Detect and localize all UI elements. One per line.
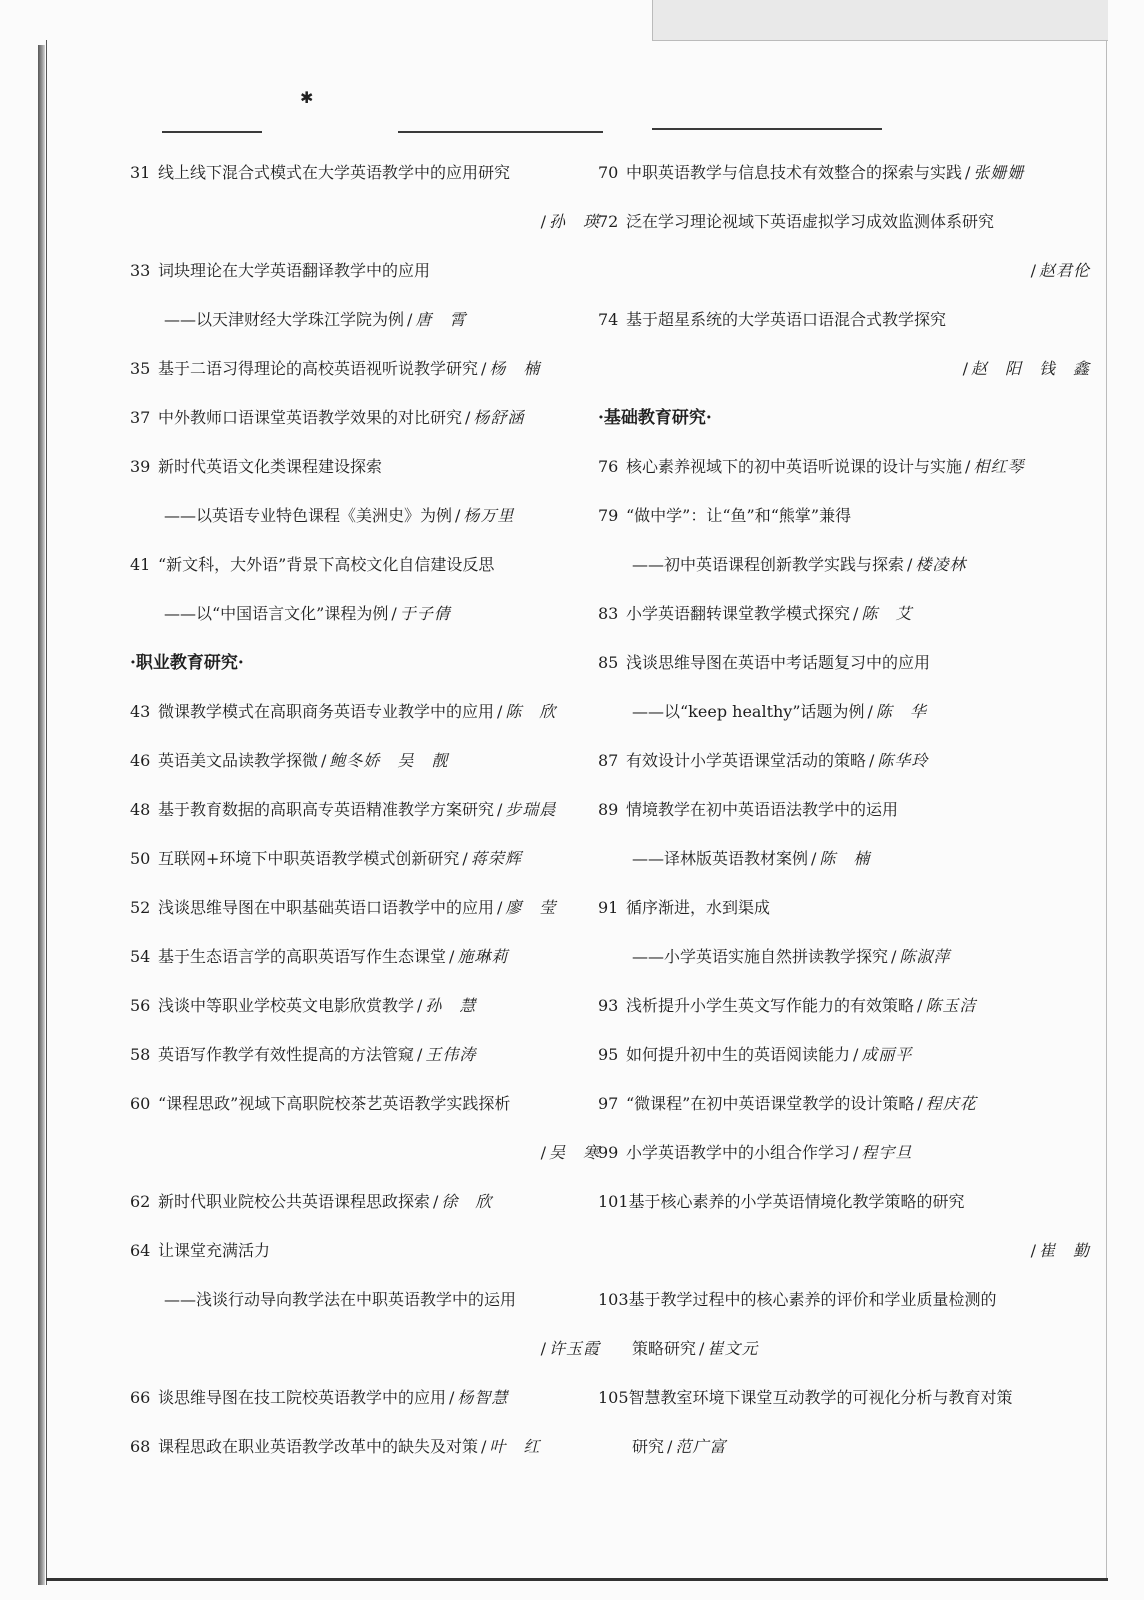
author-separator: / xyxy=(853,1045,859,1064)
author-separator: / xyxy=(965,163,971,182)
article-title: 泛在学习理论视域下英语虚拟学习成效监测体系研究 xyxy=(626,212,995,231)
scan-binding-edge xyxy=(38,45,45,1585)
article-title: ——以天津财经大学珠江学院为例 xyxy=(164,310,405,329)
toc-entry xyxy=(598,207,1090,237)
author-name: 陈华玲 xyxy=(877,751,929,770)
toc-entry xyxy=(130,893,600,923)
toc-cont xyxy=(598,697,1090,727)
page-number: 43 xyxy=(130,702,151,721)
toc-entry xyxy=(598,1089,1090,1119)
article-title: 浅谈中等职业学校英文电影欣赏教学 xyxy=(158,996,415,1015)
article-title: ——浅谈行动导向教学法在中职英语教学中的运用 xyxy=(164,1290,517,1309)
article-title: 让课堂充满活力 xyxy=(158,1241,271,1260)
article-title: 中职英语教学与信息技术有效整合的探索与实践 xyxy=(626,163,963,182)
author-name: 孙 瑛 xyxy=(548,212,600,231)
article-title: ——以“中国语言文化”课程为例 xyxy=(164,604,389,623)
article-title: 基于核心素养的小学英语情境化教学策略的研究 xyxy=(628,1192,965,1211)
toc-entry xyxy=(598,452,1090,482)
toc-cont xyxy=(598,1334,1090,1364)
author-name: 张姗姗 xyxy=(973,163,1025,182)
article-title: 浅谈思维导图在中职基础英语口语教学中的应用 xyxy=(158,898,495,917)
page-number: 89 xyxy=(598,800,619,819)
page-number: 39 xyxy=(130,457,151,476)
toc-entry xyxy=(130,746,600,776)
author-separator: / xyxy=(455,506,461,525)
author-separator: / xyxy=(497,898,503,917)
author-name: 廖 莹 xyxy=(505,898,557,917)
author-name: 徐 欣 xyxy=(441,1192,493,1211)
toc-entry xyxy=(130,844,600,874)
toc-entry xyxy=(598,648,1090,678)
author-name: 唐 霄 xyxy=(415,310,467,329)
author-separator: / xyxy=(417,996,423,1015)
author-separator: / xyxy=(540,212,546,231)
article-title: 基于教育数据的高职高专英语精准教学方案研究 xyxy=(158,800,495,819)
page-number: 68 xyxy=(130,1437,151,1456)
author-separator: / xyxy=(433,1192,439,1211)
toc-cont xyxy=(598,942,1090,972)
author-name: 陈 华 xyxy=(875,702,927,721)
header-rule-middle xyxy=(398,131,603,133)
article-title: “微课程”在初中英语课堂教学的设计策略 xyxy=(626,1094,915,1113)
page-number: 93 xyxy=(598,996,619,1015)
page-number: 35 xyxy=(130,359,151,378)
toc-entry xyxy=(130,1432,600,1462)
article-title: 基于生态语言学的高职英语写作生态课堂 xyxy=(158,947,447,966)
toc-author xyxy=(598,1236,1090,1266)
author-separator: / xyxy=(699,1339,705,1358)
page-number: 66 xyxy=(130,1388,151,1407)
author-separator: / xyxy=(540,1339,546,1358)
author-separator: / xyxy=(1030,261,1036,280)
toc-entry xyxy=(130,354,600,384)
article-title: 小学英语教学中的小组合作学习 xyxy=(626,1143,851,1162)
toc-entry xyxy=(598,1187,1090,1217)
page-number: 70 xyxy=(598,163,619,182)
article-title: ——小学英语实施自然拼读教学探究 xyxy=(632,947,889,966)
article-title: 英语写作教学有效性提高的方法管窥 xyxy=(158,1045,415,1064)
article-title: 核心素养视域下的初中英语听说课的设计与实施 xyxy=(626,457,963,476)
page-number: 60 xyxy=(130,1094,151,1113)
author-name: 陈 艾 xyxy=(861,604,913,623)
toc-entry xyxy=(130,991,600,1021)
author-name: 陈淑萍 xyxy=(899,947,951,966)
article-title: 课程思政在职业英语教学改革中的缺失及对策 xyxy=(158,1437,479,1456)
author-name: 陈 楠 xyxy=(819,849,871,868)
page-number: 101 xyxy=(598,1192,629,1211)
page-number: 33 xyxy=(130,261,151,280)
toc-cont xyxy=(598,844,1090,874)
toc-entry xyxy=(598,991,1090,1021)
page-number: 48 xyxy=(130,800,151,819)
article-title: 浅谈思维导图在英语中考话题复习中的应用 xyxy=(626,653,931,672)
page-number: 95 xyxy=(598,1045,619,1064)
scan-speck: ✱ xyxy=(300,88,314,107)
page-right-border xyxy=(1106,40,1107,1580)
author-separator: / xyxy=(540,1143,546,1162)
page-number: 76 xyxy=(598,457,619,476)
article-title: 研究 xyxy=(632,1437,665,1456)
author-separator: / xyxy=(497,702,503,721)
author-name: 孙 慧 xyxy=(425,996,477,1015)
author-separator: / xyxy=(321,751,327,770)
author-separator: / xyxy=(407,310,413,329)
author-separator: / xyxy=(449,947,455,966)
article-title: “新文科，大外语”背景下高校文化自信建设反思 xyxy=(158,555,495,574)
author-name: 程庆花 xyxy=(925,1094,977,1113)
author-separator: / xyxy=(481,359,487,378)
toc-entry xyxy=(130,1089,600,1119)
author-name: 杨 楠 xyxy=(489,359,541,378)
toc-entry xyxy=(130,1383,600,1413)
article-title: 如何提升初中生的英语阅读能力 xyxy=(626,1045,851,1064)
toc-entry xyxy=(598,746,1090,776)
toc-entry xyxy=(598,1285,1090,1315)
article-title: 新时代英语文化类课程建设探索 xyxy=(158,457,383,476)
page-number: 56 xyxy=(130,996,151,1015)
author-name: 叶 红 xyxy=(489,1437,541,1456)
author-separator: / xyxy=(481,1437,487,1456)
page-left-border xyxy=(46,40,47,1585)
author-name: 崔 勤 xyxy=(1038,1241,1090,1260)
page-number: 99 xyxy=(598,1143,619,1162)
section-heading: ·基础教育研究· xyxy=(598,408,712,428)
page-number: 62 xyxy=(130,1192,151,1211)
page-number: 83 xyxy=(598,604,619,623)
toc-entry xyxy=(130,942,600,972)
article-title: 词块理论在大学英语翻译教学中的应用 xyxy=(158,261,431,280)
author-name: 步瑞晨 xyxy=(505,800,557,819)
author-name: 楼凌林 xyxy=(915,555,967,574)
toc-entry xyxy=(598,1138,1090,1168)
author-separator: / xyxy=(891,947,897,966)
author-name: 许玉霞 xyxy=(548,1339,600,1358)
article-title: 线上线下混合式模式在大学英语教学中的应用研究 xyxy=(158,163,511,182)
page-number: 74 xyxy=(598,310,619,329)
page-number: 46 xyxy=(130,751,151,770)
article-title: 基于超星系统的大学英语口语混合式教学探究 xyxy=(626,310,947,329)
author-separator: / xyxy=(962,359,968,378)
author-separator: / xyxy=(907,555,913,574)
page-number: 64 xyxy=(130,1241,151,1260)
article-title: ——以“keep healthy”话题为例 xyxy=(632,702,865,721)
author-name: 蒋荣辉 xyxy=(470,849,522,868)
article-title: 中外教师口语课堂英语教学效果的对比研究 xyxy=(158,408,463,427)
toc-cont xyxy=(130,1285,600,1315)
page-number: 37 xyxy=(130,408,151,427)
author-separator: / xyxy=(853,604,859,623)
author-separator: / xyxy=(465,408,471,427)
author-name: 陈 欣 xyxy=(505,702,557,721)
toc-entry xyxy=(130,256,600,286)
page-number: 103 xyxy=(598,1290,629,1309)
author-separator: / xyxy=(462,849,468,868)
toc-cont xyxy=(598,1432,1090,1462)
article-title: “课程思政”视域下高职院校茶艺英语教学实践探析 xyxy=(158,1094,511,1113)
author-separator: / xyxy=(449,1388,455,1407)
toc-entry xyxy=(598,599,1090,629)
toc-entry xyxy=(130,1236,600,1266)
author-name: 成丽平 xyxy=(861,1045,913,1064)
toc-entry xyxy=(130,795,600,825)
author-name: 鲍冬娇 吴 靓 xyxy=(329,751,449,770)
article-title: 新时代职业院校公共英语课程思政探索 xyxy=(158,1192,431,1211)
page-number: 72 xyxy=(598,212,619,231)
toc-entry xyxy=(598,1040,1090,1070)
article-title: 有效设计小学英语课堂活动的策略 xyxy=(626,751,867,770)
page-number: 87 xyxy=(598,751,619,770)
author-separator: / xyxy=(853,1143,859,1162)
author-name: 范广富 xyxy=(675,1437,727,1456)
page-number: 31 xyxy=(130,163,151,182)
author-name: 陈玉洁 xyxy=(925,996,977,1015)
toc-entry xyxy=(130,452,600,482)
author-separator: / xyxy=(1030,1241,1036,1260)
header-rule-left xyxy=(162,131,262,133)
article-title: 小学英语翻转课堂教学模式探究 xyxy=(626,604,851,623)
toc-entry xyxy=(598,795,1090,825)
article-title: 英语美文品读教学探微 xyxy=(158,751,319,770)
toc-entry xyxy=(130,403,600,433)
section-heading: ·职业教育研究· xyxy=(130,653,244,673)
scan-shadow-top-right xyxy=(652,0,1108,41)
author-separator: / xyxy=(667,1437,673,1456)
toc-cont xyxy=(130,599,600,629)
author-separator: / xyxy=(391,604,397,623)
page-number: 58 xyxy=(130,1045,151,1064)
toc-entry xyxy=(130,550,600,580)
article-title: 基于二语习得理论的高校英语视听说教学研究 xyxy=(158,359,479,378)
author-name: 赵 阳 钱 鑫 xyxy=(970,359,1090,378)
author-name: 相红琴 xyxy=(973,457,1025,476)
article-title: ——译林版英语教材案例 xyxy=(632,849,809,868)
article-title: 情境教学在初中英语语法教学中的运用 xyxy=(626,800,899,819)
header-rule-right xyxy=(652,128,882,130)
toc-entry xyxy=(598,501,1090,531)
article-title: ——初中英语课程创新教学实践与探索 xyxy=(632,555,905,574)
toc-author xyxy=(598,354,1090,384)
toc-cont xyxy=(130,305,600,335)
toc-section xyxy=(130,648,600,678)
toc-entry xyxy=(130,697,600,727)
toc-cont xyxy=(130,501,600,531)
toc-author xyxy=(130,1334,600,1364)
article-title: 策略研究 xyxy=(632,1339,697,1358)
article-title: 基于教学过程中的核心素养的评价和学业质量检测的 xyxy=(628,1290,997,1309)
author-separator: / xyxy=(811,849,817,868)
article-title: “做中学”：让“鱼”和“熊掌”兼得 xyxy=(626,506,852,525)
author-separator: / xyxy=(869,751,875,770)
article-title: 浅析提升小学生英文写作能力的有效策略 xyxy=(626,996,915,1015)
author-separator: / xyxy=(917,996,923,1015)
page-number: 79 xyxy=(598,506,619,525)
toc-entry xyxy=(598,1383,1090,1413)
page-number: 97 xyxy=(598,1094,619,1113)
toc-author xyxy=(130,1138,600,1168)
author-separator: / xyxy=(867,702,873,721)
toc-entry xyxy=(130,1040,600,1070)
toc-entry xyxy=(598,893,1090,923)
article-title: 智慧教室环境下课堂互动教学的可视化分析与教育对策 xyxy=(628,1388,1013,1407)
page-number: 41 xyxy=(130,555,151,574)
author-name: 杨舒涵 xyxy=(473,408,525,427)
toc-entry xyxy=(598,158,1090,188)
page-number: 85 xyxy=(598,653,619,672)
toc-entry xyxy=(598,305,1090,335)
author-name: 程宇旦 xyxy=(861,1143,913,1162)
author-name: 崔文元 xyxy=(707,1339,759,1358)
article-title: 谈思维导图在技工院校英语教学中的应用 xyxy=(158,1388,447,1407)
toc-cont xyxy=(598,550,1090,580)
page-number: 91 xyxy=(598,898,619,917)
article-title: ——以英语专业特色课程《美洲史》为例 xyxy=(164,506,453,525)
author-name: 杨智慧 xyxy=(457,1388,509,1407)
author-name: 王伟涛 xyxy=(425,1045,477,1064)
toc-entry xyxy=(130,1187,600,1217)
page-number: 54 xyxy=(130,947,151,966)
author-separator: / xyxy=(497,800,503,819)
author-name: 赵君伦 xyxy=(1038,261,1090,280)
toc-entry xyxy=(130,158,600,188)
author-name: 于子倩 xyxy=(399,604,451,623)
article-title: 循序渐进，水到渠成 xyxy=(626,898,771,917)
author-name: 施琳莉 xyxy=(457,947,509,966)
page-bottom-rule xyxy=(46,1578,1108,1581)
author-separator: / xyxy=(417,1045,423,1064)
toc-author xyxy=(130,207,600,237)
toc-author xyxy=(598,256,1090,286)
author-name: 杨万里 xyxy=(463,506,515,525)
article-title: 微课教学模式在高职商务英语专业教学中的应用 xyxy=(158,702,495,721)
page-number: 105 xyxy=(598,1388,629,1407)
toc-section xyxy=(598,403,1090,433)
page-number: 52 xyxy=(130,898,151,917)
author-separator: / xyxy=(917,1094,923,1113)
page-number: 50 xyxy=(130,849,151,868)
author-name: 吴 寒 xyxy=(548,1143,600,1162)
article-title: 互联网+环境下中职英语教学模式创新研究 xyxy=(158,849,460,868)
author-separator: / xyxy=(965,457,971,476)
